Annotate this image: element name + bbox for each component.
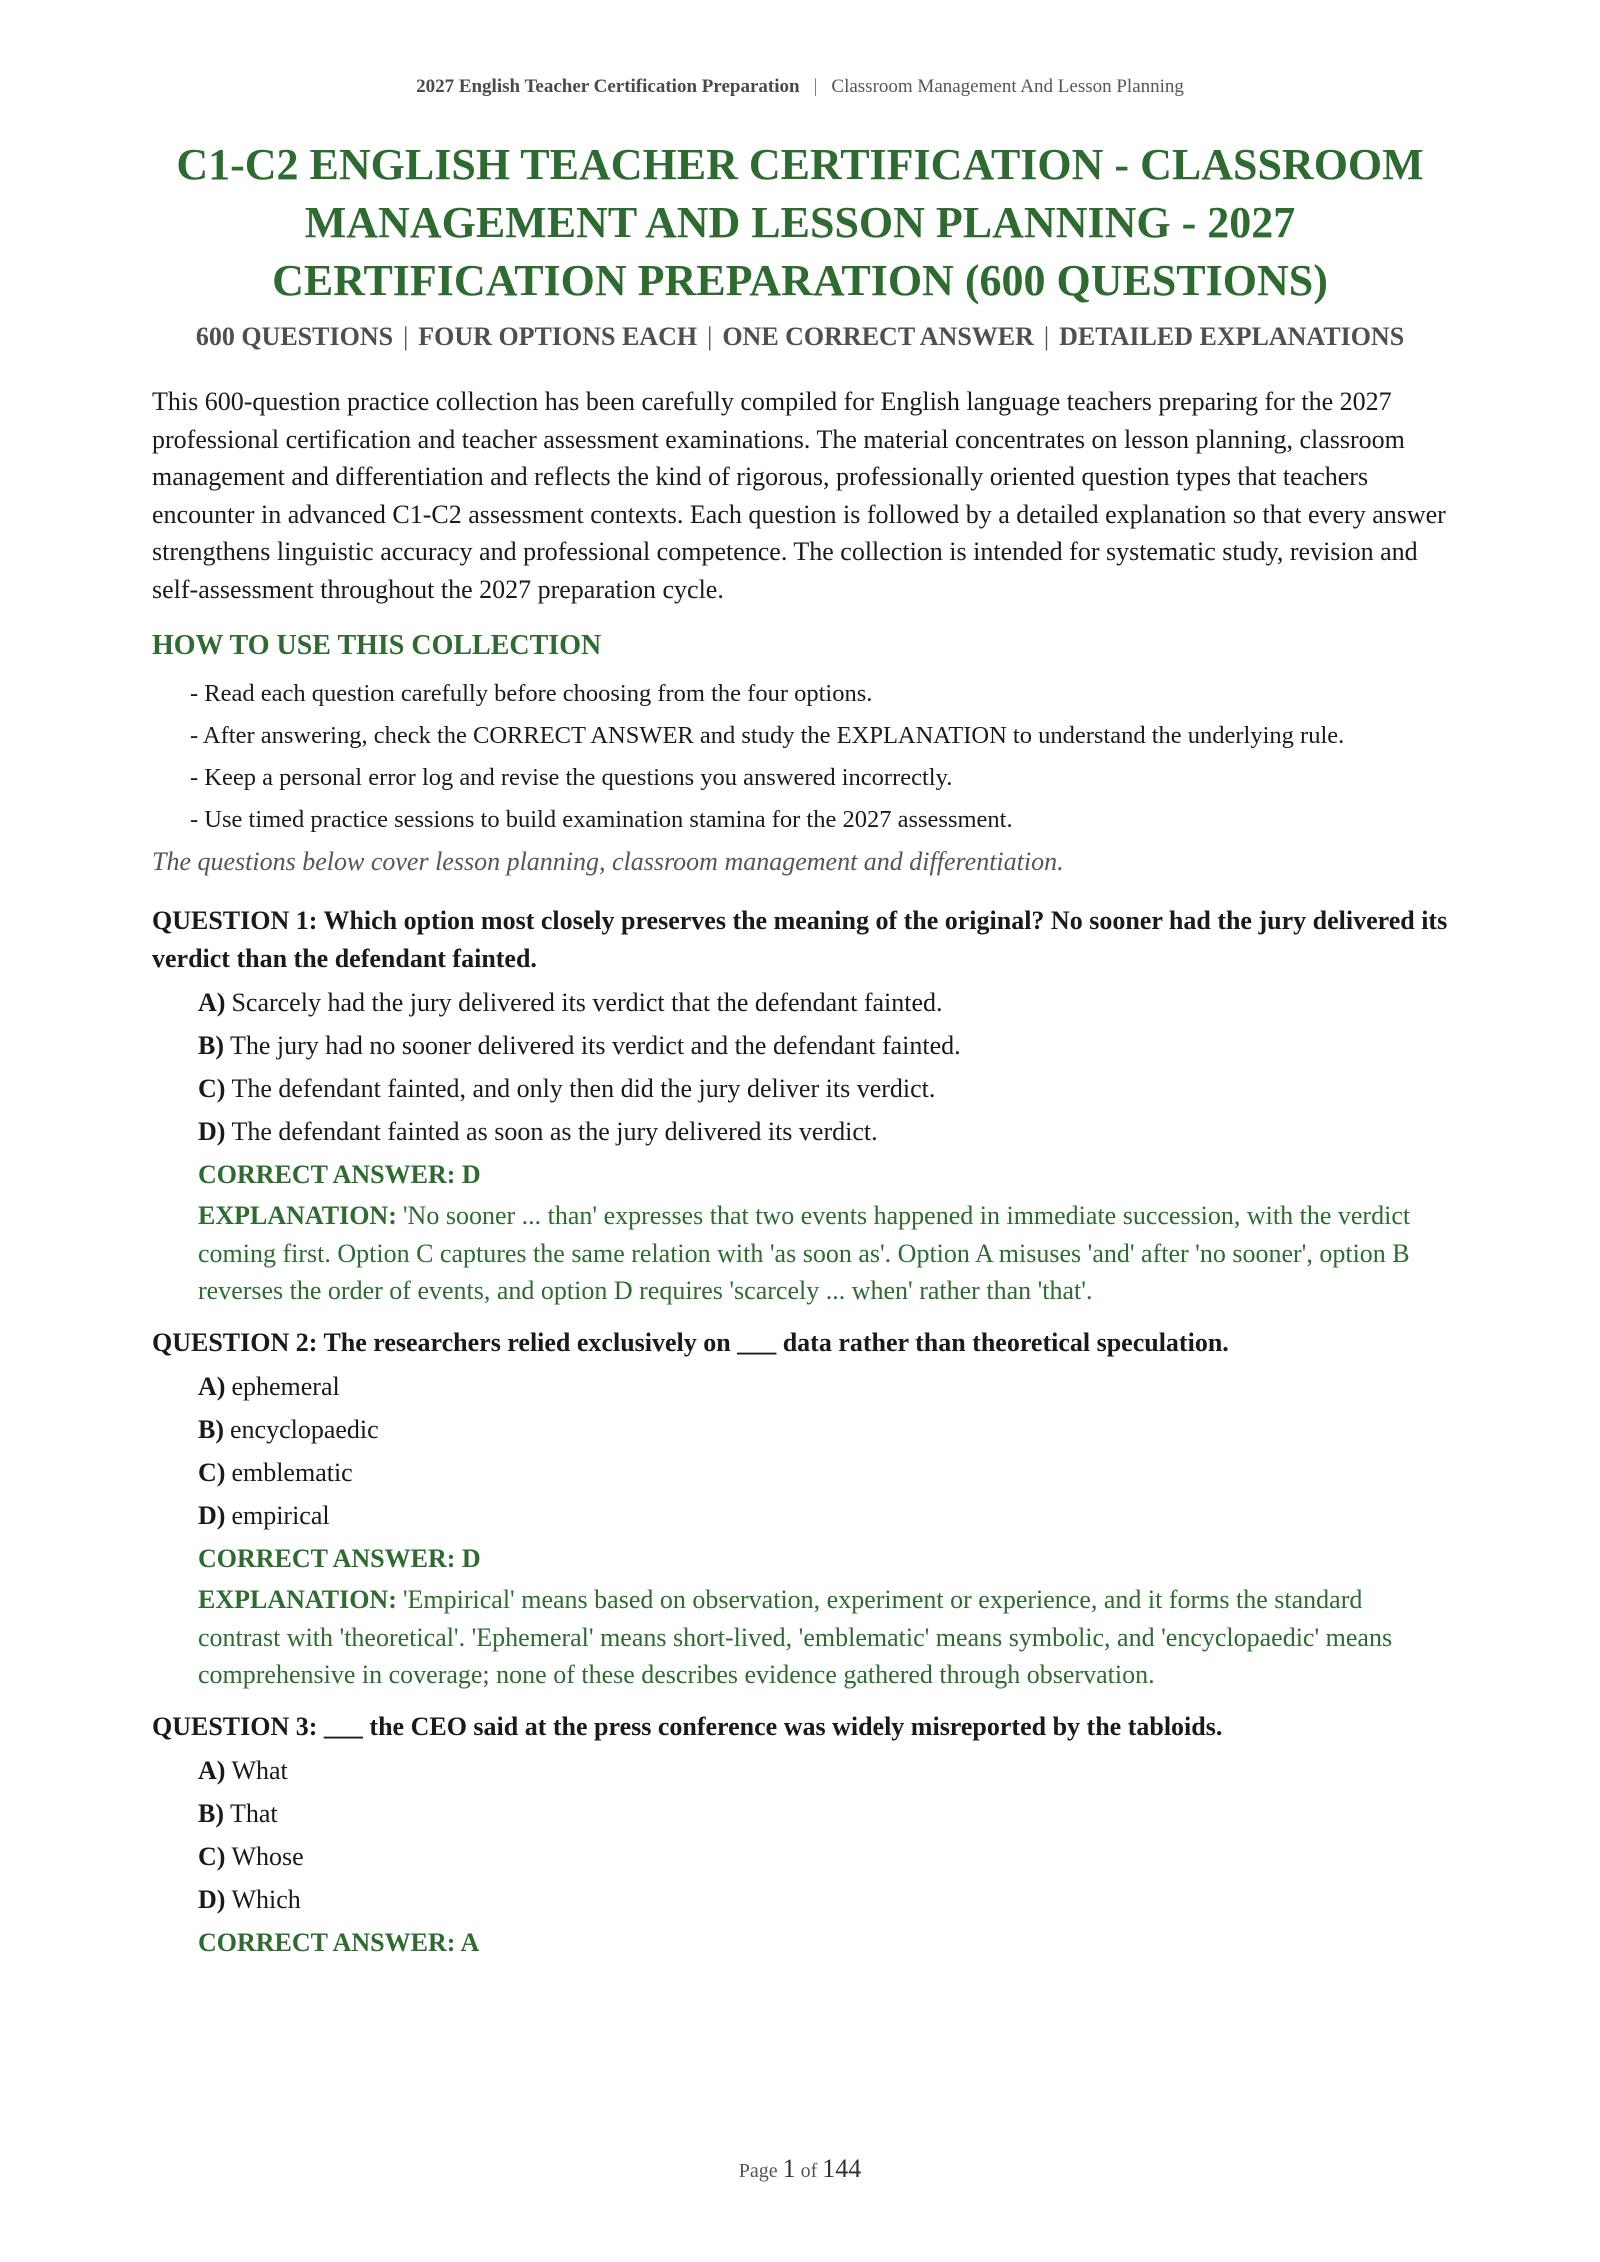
- option-text: empirical: [231, 1501, 330, 1530]
- how-to-use-list: [152, 676, 1448, 838]
- subtitle-item: 600 QUESTIONS: [195, 322, 394, 351]
- correct-answer: CORRECT ANSWER: D: [198, 1544, 481, 1573]
- option-text: The jury had no sooner delivered its verdict and the defendant fainted.: [230, 1031, 961, 1060]
- explanation-label: EXPLANATION:: [198, 1201, 397, 1230]
- subtitle-item: FOUR OPTIONS EACH: [418, 322, 698, 351]
- answer-option: [152, 1749, 1448, 1792]
- answer-option: [152, 1792, 1448, 1835]
- how-to-use-item: - After answering, check the CORRECT ANSWER and study the EXPLANATION to understand the underlying rule.: [190, 722, 1345, 749]
- explanation-text: 'No sooner ... than' expresses that two events happened in immediate succession, with the verdict coming first. Option C captures the same relation with 'as soon as'. Option A misuses 'and' after 'no sooner', option B reverses the order of events, and option D requires 'scarcely ... when' rather than 'that'.: [198, 1201, 1411, 1305]
- question-text: QUESTION 1: Which option most closely preserves the meaning of the original? No sooner had the jury delivered its verdict than the defendant fainted.: [152, 906, 1448, 973]
- answer-option: [152, 1451, 1448, 1494]
- answer-option: [152, 1408, 1448, 1451]
- option-letter: B): [198, 1415, 224, 1444]
- running-header: [0, 76, 1600, 98]
- current-page-number: 1: [782, 2154, 796, 2183]
- option-text: encyclopaedic: [230, 1415, 379, 1444]
- subtitle-separator: |: [707, 322, 713, 351]
- subtitle-item: DETAILED EXPLANATIONS: [1059, 322, 1405, 351]
- subtitle-separator: |: [1043, 322, 1050, 351]
- option-letter: D): [198, 1117, 226, 1146]
- option-letter: C): [198, 1458, 226, 1487]
- subtitle-separator: |: [403, 322, 409, 351]
- coverage-note: The questions below cover lesson planning, classroom management and differentiation.: [152, 847, 1064, 876]
- option-text: Whose: [231, 1842, 304, 1871]
- header-book-title: 2027 English Teacher Certification Preparation: [416, 76, 800, 97]
- option-text: ephemeral: [231, 1372, 340, 1401]
- how-to-use-item: - Use timed practice sessions to build examination stamina for the 2027 assessment.: [190, 806, 1013, 833]
- document-title: C1-C2 ENGLISH TEACHER CERTIFICATION - CLASSROOM MANAGEMENT AND LESSON PLANNING - 2027 CERTIFICATION PREPARATION (600 QUESTIONS): [176, 140, 1424, 305]
- how-to-use-item: - Keep a personal error log and revise the questions you answered incorrectly.: [190, 764, 953, 791]
- explanation-text: 'Empirical' means based on observation, experiment or experience, and it forms the standard contrast with 'theoretical'. 'Ephemeral' means short-lived, 'emblematic' means symbolic, and 'encyclopaedic' means comprehensive in coverage; none of these describes evidence gathered through observation.: [198, 1585, 1393, 1689]
- option-text: Scarcely had the jury delivered its verdict that the defendant fainted.: [231, 988, 943, 1017]
- page-footer: [0, 2154, 1600, 2184]
- explanation: [152, 1197, 1448, 1310]
- question-text: QUESTION 3: ___ the CEO said at the press conference was widely misreported by the tabloids.: [152, 1711, 1223, 1741]
- option-letter: D): [198, 1885, 226, 1914]
- answer-option: [152, 1365, 1448, 1408]
- explanation-label: EXPLANATION:: [198, 1585, 397, 1614]
- subtitle-bar: [120, 322, 1480, 352]
- answer-option: [152, 1024, 1448, 1067]
- question-block: [152, 1324, 1448, 1694]
- option-letter: D): [198, 1501, 226, 1530]
- option-text: What: [231, 1756, 288, 1785]
- how-to-use-heading: HOW TO USE THIS COLLECTION: [152, 630, 602, 661]
- total-page-count: 144: [822, 2154, 862, 2183]
- option-text: The defendant fainted as soon as the jury delivered its verdict.: [231, 1117, 878, 1146]
- option-letter: A): [198, 1372, 226, 1401]
- intro-paragraph: This 600-question practice collection has been carefully compiled for English language teachers preparing for the 2027 professional certification and teacher assessment examinations. The material concentrates on lesson planning, classroom management and differentiation and reflects the kind of rigorous, professionally oriented question types that teachers encounter in advanced C1-C2 assessment contexts. Each question is followed by a detailed explanation so that every answer strengthens linguistic accuracy and professional competence. The collection is intended for systematic study, revision and self-assessment throughout the 2027 preparation cycle.: [152, 387, 1446, 604]
- answer-option: [152, 1110, 1448, 1153]
- option-letter: B): [198, 1799, 224, 1828]
- answer-option: [152, 1494, 1448, 1537]
- option-text: That: [230, 1799, 278, 1828]
- header-separator: |: [813, 76, 818, 97]
- option-text: The defendant fainted, and only then did the jury deliver its verdict.: [231, 1074, 936, 1103]
- subtitle-item: ONE CORRECT ANSWER: [722, 322, 1034, 351]
- option-text: emblematic: [231, 1458, 353, 1487]
- how-to-use-item: - Read each question carefully before choosing from the four options.: [190, 680, 873, 707]
- answer-option: [152, 1835, 1448, 1878]
- question-block: [152, 902, 1448, 1310]
- page-of-label: of: [800, 2160, 818, 2182]
- option-text: Which: [231, 1885, 301, 1914]
- option-letter: A): [198, 1756, 226, 1785]
- option-letter: A): [198, 988, 226, 1017]
- correct-answer: CORRECT ANSWER: D: [198, 1160, 481, 1189]
- page-content: [152, 383, 1448, 1978]
- correct-answer: CORRECT ANSWER: A: [198, 1928, 480, 1957]
- answer-option: [152, 981, 1448, 1024]
- answer-option: [152, 1067, 1448, 1110]
- option-letter: C): [198, 1842, 226, 1871]
- answer-option: [152, 1878, 1448, 1921]
- question-text: QUESTION 2: The researchers relied exclusively on ___ data rather than theoretical speculation.: [152, 1327, 1229, 1357]
- option-letter: B): [198, 1031, 224, 1060]
- option-letter: C): [198, 1074, 226, 1103]
- header-section-title: Classroom Management And Lesson Planning: [831, 76, 1184, 97]
- question-block: [152, 1708, 1448, 1965]
- explanation: [152, 1581, 1448, 1694]
- page-label: Page: [738, 2160, 778, 2182]
